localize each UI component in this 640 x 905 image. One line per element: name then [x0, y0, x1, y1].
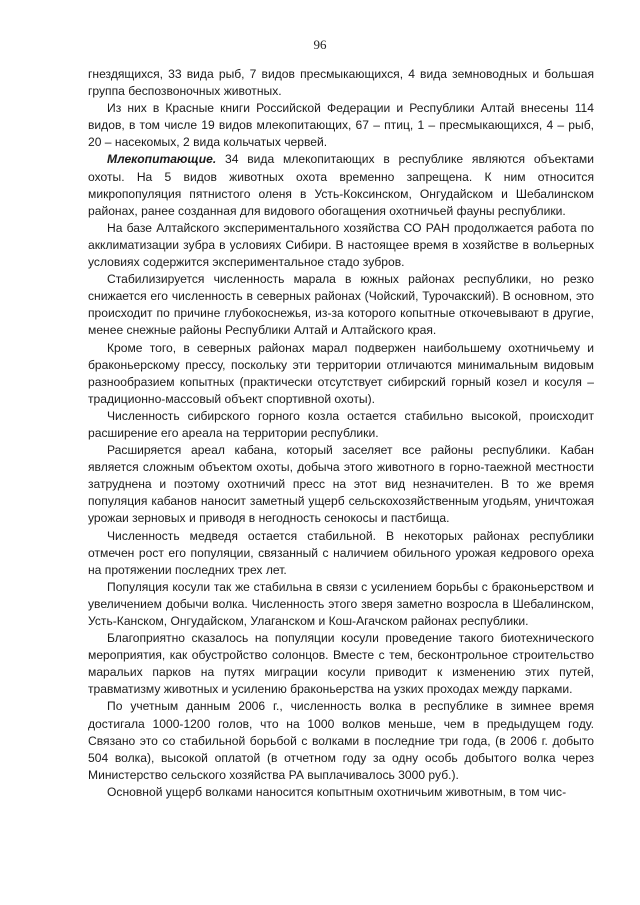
paragraph-7: Численность сибирского горного козла остается стабильно высокой, происходит расширение его ареала на территории республики. — [88, 408, 594, 440]
page-number: 96 — [313, 37, 327, 52]
paragraph-6: Кроме того, в северных районах марал подвержен наибольшему охотничьему и браконьерскому прессу, поскольку эти территории отличаются минимальным видовым разнообразием копытных (практически отсутствует сибирский горный козел и косуля – традиционно-массовый объект спортивной охоты). — [88, 340, 594, 406]
paragraph-5: Стабилизируется численность марала в южных районах республики, но резко снижается его численность в северных районах (Чойский, Турочакский). В основном, это происходит по причине глубокоснежья, из-за которого копытные откочевывают в другие, менее снежные районы Республики Алтай и Алтайского края. — [88, 272, 594, 338]
paragraph-1: гнездящихся, 33 вида рыб, 7 видов пресмыкающихся, 4 вида земноводных и большая группа беспозвоночных животных. — [88, 67, 594, 99]
paragraph-11: Благоприятно сказалось на популяции косули проведение такого биотехнического мероприятия, как обустройство солонцов. Вместе с тем, бесконтрольное строительство маральих парков на путях миграции косули приводит к изменению этих путей, травматизму животных и усилению браконьерства на узких проходах между парками. — [88, 631, 594, 697]
paragraph-10: Популяция косули так же стабильна в связи с усилением борьбы с браконьерством и увеличением добычи волка. Численность этого зверя заметно возросла в Шебалинском, Усть-Канском, Онгудайском, Улаганском и Кош-Агачском районах республики. — [88, 579, 594, 628]
paragraph-8: Расширяется ареал кабана, который заселяет все районы республики. Кабан является сложным объектом охоты, добыча этого животного в горно-таежной местности затруднена и поэтому охотничий пресс на этот вид незначителен. В то же время популяция кабанов наносит заметный ущерб сельскохозяйственным угодьям, уничтожая урожаи зерновых и приводя в негодность сенокосы и пастбища. — [88, 443, 594, 526]
paragraph-3-text: 34 вида млекопитающих в республике являются объектами охоты. На 5 видов животных охота временно запрещена. К ним относится микропопуляция пятнистого оленя в Усть-Коксинском, Онгудайском и Шебалинском районах, ранее созданная для видового обогащения охотничьей фауны республики. — [88, 152, 594, 218]
paragraph-4: На базе Алтайского экспериментального хозяйства СО РАН продолжается работа по акклиматизации зубра в условиях Сибири. В настоящее время в хозяйстве в вольерных условиях содержится экспериментальное стадо зубров. — [88, 220, 594, 270]
section-lead-mammals: Млекопитающие. — [107, 152, 217, 167]
paragraph-3 — [88, 151, 594, 219]
paragraph-12: По учетным данным 2006 г., численность волка в республике в зимнее время достигала 1000-1200 голов, что на 1000 волков меньше, чем в предыдущем году. Связано это со стабильной борьбой с волками в последние три года, (в 2006 г. добыто 504 волка), высокой оплатой (в отчетном году за одну особь добытого волка через Министерство сельского хозяйства РА выплачивалось 3000 руб.). — [88, 699, 594, 782]
paragraph-13: Основной ущерб волками наносится копытным охотничьим животным, в том чис- — [107, 784, 567, 799]
paragraph-9: Численность медведя остается стабильной. В некоторых районах республики отмечен рост его популяции, связанный с наличием обильного урожая кедрового ореха на протяжении последних трех лет. — [88, 528, 594, 577]
paragraph-2: Из них в Красные книги Российской Федерации и Республики Алтай внесены 114 видов, в том числе 19 видов млекопитающих, 67 – птиц, 1 – пресмыкающихся, 4 – рыб, 20 – насекомых, 2 вида кольчатых червей. — [88, 101, 594, 150]
body-text — [88, 66, 594, 801]
